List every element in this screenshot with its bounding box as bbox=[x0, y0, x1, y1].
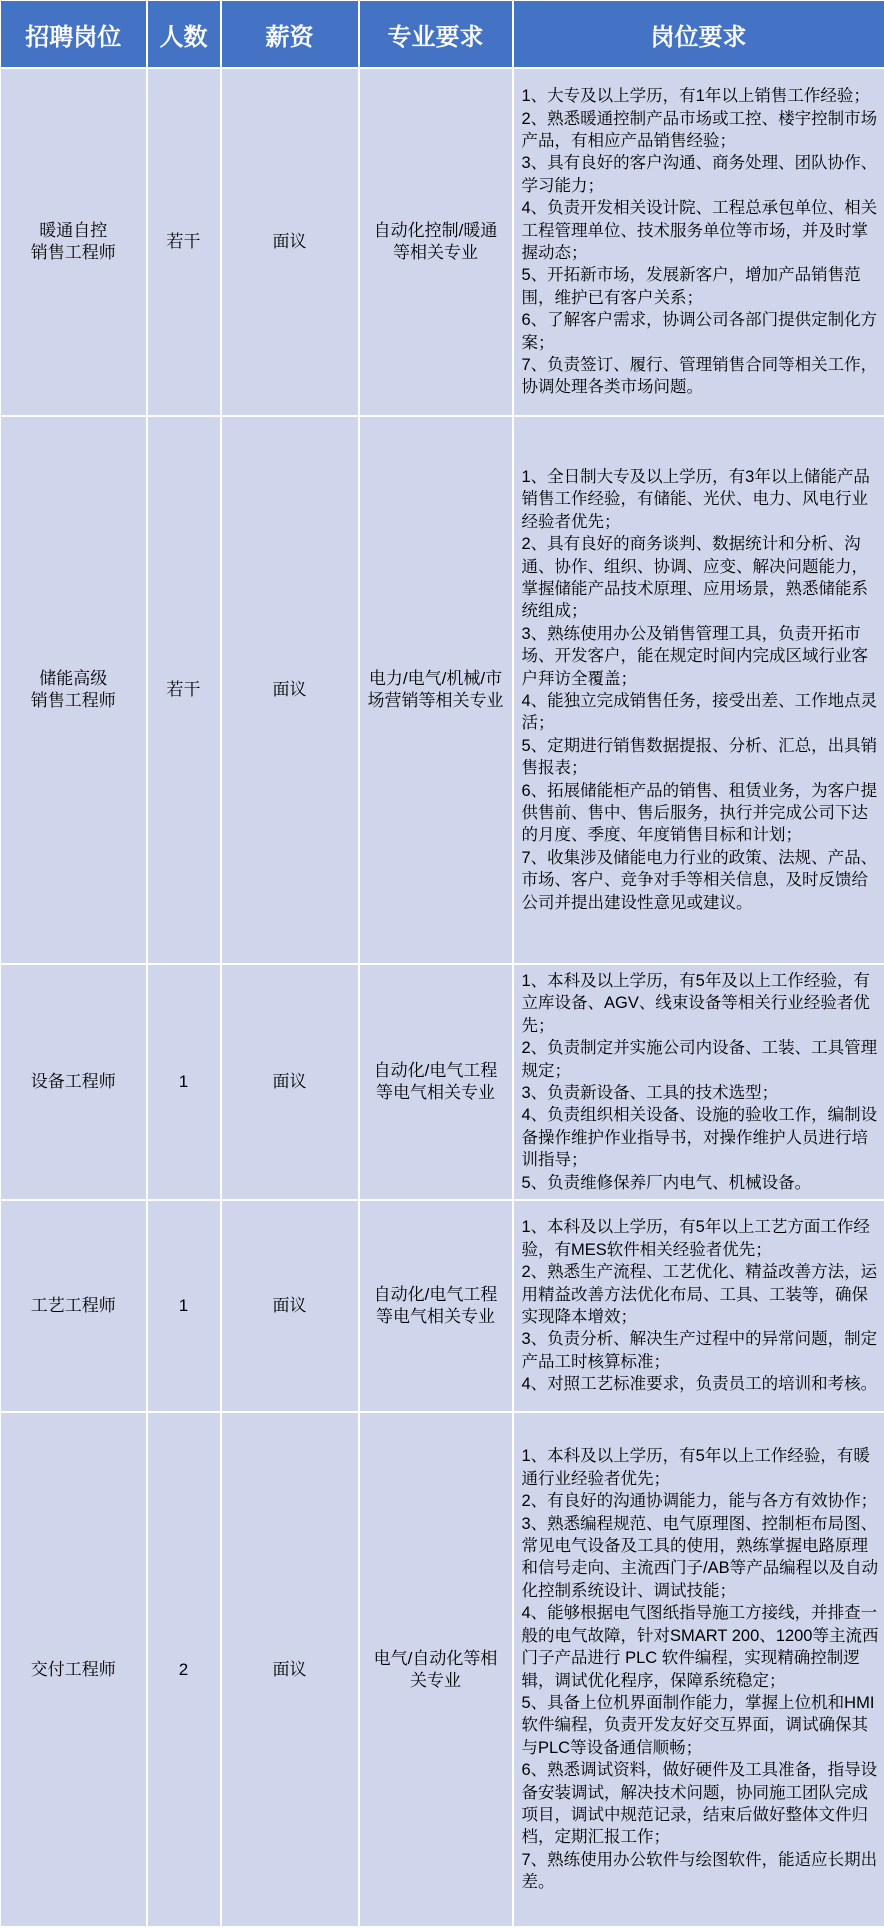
requirement-item: 1、本科及以上学历，有5年以上工作经验，有暖通行业经验者优先； bbox=[522, 1445, 880, 1490]
requirement-item: 6、了解客户需求，协调公司各部门提供定制化方案； bbox=[522, 309, 880, 354]
requirement-item: 1、本科及以上学历，有5年以上工艺方面工作经验，有MES软件相关经验者优先； bbox=[522, 1216, 880, 1261]
requirement-item: 3、熟练使用办公及销售管理工具，负责开拓市场、开发客户，能在规定时间内完成区域行业客户拜访全覆盖； bbox=[522, 623, 880, 690]
requirement-item: 6、拓展储能柜产品的销售、租赁业务，为客户提供售前、售中、售后服务，执行并完成公司下达的月度、季度、年度销售目标和计划； bbox=[522, 780, 880, 847]
cell-salary: 面议 bbox=[221, 1412, 359, 1927]
requirement-item: 4、能够根据电气图纸指导施工方接线，并排查一般的电气故障，针对SMART 200、1200等主流西门子产品进行 PLC 软件编程，实现精确控制逻辑，调试优化程序，保障系统稳定； bbox=[522, 1602, 880, 1692]
cell-position: 暖通自控 销售工程师 bbox=[1, 68, 147, 416]
requirement-item: 1、本科及以上学历，有5年及以上工作经验，有立库设备、AGV、线束设备等相关行业经验者优先； bbox=[522, 970, 880, 1037]
requirement-item: 1、大专及以上学历，有1年以上销售工作经验； bbox=[522, 85, 880, 107]
requirement-item: 6、熟悉调试资料，做好硬件及工具准备，指导设备安装调试，解决技术问题，协同施工团队完成项目，调试中规范记录，结束后做好整体文件归档，定期汇报工作； bbox=[522, 1759, 880, 1849]
cell-position: 储能高级 销售工程师 bbox=[1, 416, 147, 964]
cell-major: 电气/自动化等相关专业 bbox=[359, 1412, 513, 1927]
cell-major: 电力/电气/机械/市场营销等相关专业 bbox=[359, 416, 513, 964]
table-row bbox=[1, 416, 884, 964]
requirement-item: 7、熟练使用办公软件与绘图软件，能适应长期出差。 bbox=[522, 1849, 880, 1894]
requirement-item: 3、熟悉编程规范、电气原理图、控制柜布局图、常见电气设备及工具的使用，熟练掌握电路原理和信号走向、主流西门子/AB等产品编程以及自动化控制系统设计、调试技能； bbox=[522, 1513, 880, 1603]
cell-count: 若干 bbox=[147, 68, 221, 416]
requirement-item: 1、全日制大专及以上学历，有3年以上储能产品销售工作经验，有储能、光伏、电力、风电行业经验者优先； bbox=[522, 466, 880, 533]
requirement-item: 4、负责开发相关设计院、工程总承包单位、相关工程管理单位、技术服务单位等市场，并及时掌握动态； bbox=[522, 197, 880, 264]
requirement-item: 2、熟悉生产流程、工艺优化、精益改善方法，运用精益改善方法优化布局、工具、工装等，确保实现降本增效； bbox=[522, 1261, 880, 1328]
cell-salary: 面议 bbox=[221, 1200, 359, 1412]
cell-requirements bbox=[513, 1200, 884, 1412]
requirement-item: 5、具备上位机界面制作能力，掌握上位机和HMI软件编程，负责开发友好交互界面，调试确保其与PLC等设备通信顺畅； bbox=[522, 1692, 880, 1759]
cell-count: 2 bbox=[147, 1412, 221, 1927]
header-salary: 薪资 bbox=[221, 1, 359, 69]
requirement-item: 7、负责签订、履行、管理销售合同等相关工作，协调处理各类市场问题。 bbox=[522, 354, 880, 399]
requirement-item: 5、开拓新市场，发展新客户，增加产品销售范围，维护已有客户关系； bbox=[522, 264, 880, 309]
requirement-item: 3、具有良好的客户沟通、商务处理、团队协作、学习能力； bbox=[522, 152, 880, 197]
requirement-item: 3、负责新设备、工具的技术选型； bbox=[522, 1082, 880, 1104]
requirement-item: 5、负责维修保养厂内电气、机械设备。 bbox=[522, 1172, 880, 1194]
cell-requirements bbox=[513, 416, 884, 964]
cell-salary: 面议 bbox=[221, 416, 359, 964]
cell-major: 自动化/电气工程等电气相关专业 bbox=[359, 1200, 513, 1412]
requirement-item: 7、收集涉及储能电力行业的政策、法规、产品、市场、客户、竞争对手等相关信息，及时反馈给公司并提出建设性意见或建议。 bbox=[522, 847, 880, 914]
cell-major: 自动化/电气工程等电气相关专业 bbox=[359, 964, 513, 1200]
cell-major: 自动化控制/暖通等相关专业 bbox=[359, 68, 513, 416]
requirement-item: 4、能独立完成销售任务，接受出差、工作地点灵活； bbox=[522, 690, 880, 735]
table-row bbox=[1, 964, 884, 1200]
requirement-item: 2、具有良好的商务谈判、数据统计和分析、沟通、协作、组织、协调、应变、解决问题能力，掌握储能产品技术原理、应用场景，熟悉储能系统组成； bbox=[522, 533, 880, 623]
header-requirements: 岗位要求 bbox=[513, 1, 884, 69]
cell-salary: 面议 bbox=[221, 68, 359, 416]
cell-position: 工艺工程师 bbox=[1, 1200, 147, 1412]
requirement-item: 4、负责组织相关设备、设施的验收工作，编制设备操作维护作业指导书，对操作维护人员进行培训指导； bbox=[522, 1104, 880, 1171]
requirement-item: 5、定期进行销售数据提报、分析、汇总，出具销售报表； bbox=[522, 735, 880, 780]
header-major: 专业要求 bbox=[359, 1, 513, 69]
cell-position: 设备工程师 bbox=[1, 964, 147, 1200]
cell-requirements bbox=[513, 68, 884, 416]
cell-count: 若干 bbox=[147, 416, 221, 964]
table-row bbox=[1, 1412, 884, 1927]
cell-requirements bbox=[513, 964, 884, 1200]
requirement-item: 2、熟悉暖通控制产品市场或工控、楼宇控制市场产品，有相应产品销售经验； bbox=[522, 108, 880, 153]
cell-count: 1 bbox=[147, 1200, 221, 1412]
cell-count: 1 bbox=[147, 964, 221, 1200]
requirement-item: 2、负责制定并实施公司内设备、工装、工具管理规定； bbox=[522, 1037, 880, 1082]
header-position: 招聘岗位 bbox=[1, 1, 147, 69]
table-row bbox=[1, 68, 884, 416]
requirement-item: 3、负责分析、解决生产过程中的异常问题，制定产品工时核算标准； bbox=[522, 1328, 880, 1373]
cell-requirements bbox=[513, 1412, 884, 1927]
header-count: 人数 bbox=[147, 1, 221, 69]
requirement-item: 2、有良好的沟通协调能力，能与各方有效协作； bbox=[522, 1490, 880, 1512]
requirement-item: 4、对照工艺标准要求，负责员工的培训和考核。 bbox=[522, 1373, 880, 1395]
cell-salary: 面议 bbox=[221, 964, 359, 1200]
cell-position: 交付工程师 bbox=[1, 1412, 147, 1927]
table-row bbox=[1, 1200, 884, 1412]
table-header-row bbox=[1, 1, 884, 69]
